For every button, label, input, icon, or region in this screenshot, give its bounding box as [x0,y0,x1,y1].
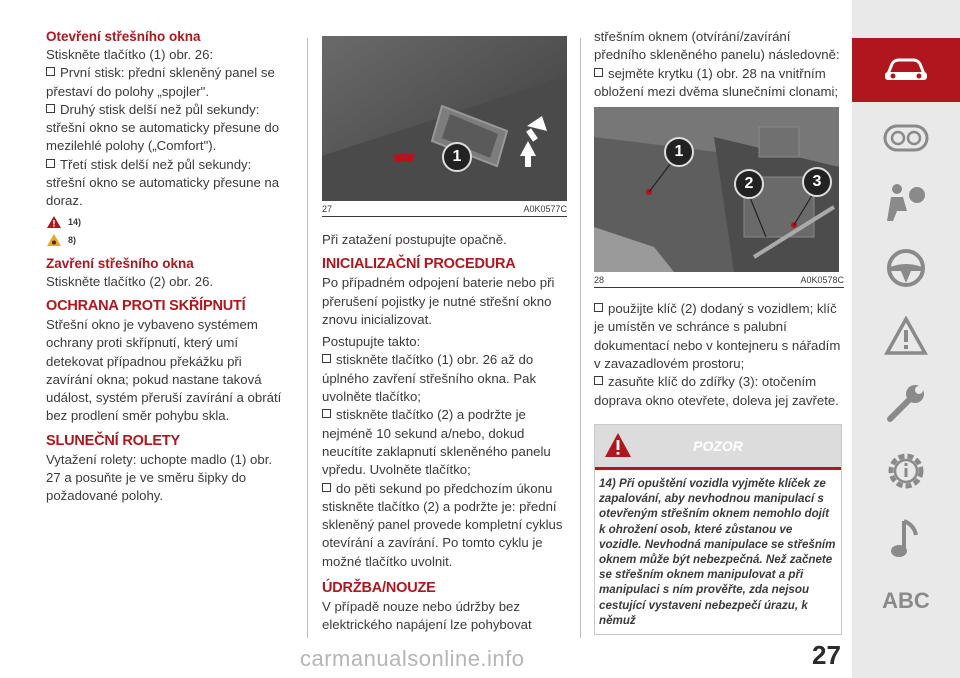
warning-title: POZOR [693,437,743,454]
para: Stiskněte tlačítko (1) obr. 26: [46,47,214,62]
figure-27-illustration [322,36,567,201]
figure-callout: 1 [442,142,472,172]
column-divider [580,38,581,638]
bullet-item: stiskněte tlačítko (2) a podržte je nejméně 10 sekund a/nebo, dokud neucítíte zaklapnutí skleněného panelu vpředu. Uvolněte tlačítko; [322,406,567,479]
music-note-icon [888,517,924,561]
warning-header [595,425,841,467]
figure-28-illustration [594,107,839,272]
figure-callout: 2 [734,169,764,199]
ref-number: 8) [68,234,77,245]
figure-28 [594,107,839,272]
bullet-item: První stisk: přední skleněný panel se přestaví do polohy „spojler". [46,64,286,101]
sidebar-item-dashboard[interactable] [852,118,960,158]
para: Postupujte takto: [322,334,421,350]
page-number: 27 [812,640,841,670]
heading-opening: Otevření střešního okna [46,29,201,44]
bullet-item: sejměte krytku (1) obr. 28 na vnitřním obložení mezi dvěma slunečními clonami; [594,65,844,102]
warning-text: Při opuštění vozidla vyjměte klíček ze zapalování, aby nevhodnou manipulací s otevřeným střešním oknem nemohlo dojít k ohrožení osob, které zůstanou ve vozidle. Nevhodná manipulace se střešním oknem může být nebezpečná. Než začnete se střešním oknem manipulovat a při manipulaci s ním prověřte, zda nejsou cestující vystaveni nebezpečí úrazu, k němuž [599,476,836,627]
sidebar-item-index[interactable]: ABC [882,588,930,613]
figure-number: 28 [594,275,605,286]
heading-closing: Zavření střešního okna [46,255,194,271]
sidebar-item-emergency[interactable] [852,312,960,360]
column-divider [307,38,308,638]
para: V případě nouze nebo údržby bez elektrického napájení lze pohybovat [322,599,532,633]
warning-ref [46,215,286,229]
sidebar-item-driving[interactable] [852,244,960,292]
warning-box [594,424,842,635]
warning-body [595,467,841,634]
figure-caption [594,275,844,288]
para: Při zatažení postupujte opačně. [322,232,507,247]
sidebar-item-safety[interactable] [852,178,960,226]
figure-callout: 1 [664,137,694,167]
car-icon [882,56,930,84]
warning-triangle-icon [884,316,928,356]
caution-ref [46,233,286,247]
bullet-item: zasuňte klíč do zdířky (3): otočením doprava okno otevřete, doleva jej zavřete. [594,373,844,410]
heading-maintenance: ÚDRŽBA/NOUZE [322,580,436,597]
para: střešním oknem (otvírání/zavírání předního skleněného panelu) následovně: [594,29,840,63]
bullet-item: Třetí stisk delší než půl sekundy: střešní okno se automaticky přesune na doraz. [46,156,286,211]
figure-code: A0K0577C [523,204,567,214]
bullet-item: stiskněte tlačítko (1) obr. 26 až do úplného zavření střešního okna. Pak uvolněte tlačítko; [322,351,567,406]
figure-callout: 3 [802,167,832,197]
dashboard-icon [883,124,929,152]
para: Stiskněte tlačítko (2) obr. 26. [46,273,214,289]
column-2 [322,36,567,635]
steering-wheel-icon [885,247,927,289]
bullet-item: do pěti sekund po předchozím úkonu stiskněte tlačítko (2) a podržte je: přední skleněný panel provede kompletní cyklus otevírání a zavírání. Po tomto cyklu je možné tlačítko uvolnit. [322,480,567,571]
airbag-person-icon [883,181,929,223]
gear-info-icon [884,449,928,493]
figure-caption [322,204,567,217]
warning-red-icon [46,215,62,229]
heading-init: INICIALIZAČNÍ PROCEDURA [322,256,516,273]
wrench-icon [884,381,928,425]
para: Po případném odpojení baterie nebo při přerušení pojistky je nutné střešní okno znovu inicializovat. [322,275,555,327]
chapter-sidebar [852,0,960,678]
heading-anti-pinch: OCHRANA PROTI SKŘÍPNUTÍ [46,297,246,314]
sidebar-item-maintenance[interactable] [852,378,960,428]
figure-27 [322,36,567,201]
para: Vytažení rolety: uchopte madlo (1) obr. 27 a posuňte je ve směru šipky do požadované polohy. [46,451,273,504]
para: Střešní okno je vybaveno systémem ochrany proti skřípnutí, který umí detekovat případnou překážku při zavírání okna; pokud nastane taková událost, systém přeruší zavírání a obrátí bez prodlení směr pohybu skla. [46,316,282,424]
figure-code: A0K0578C [800,275,844,286]
sidebar-item-car[interactable] [852,38,960,102]
heading-sun-blinds: SLUNEČNÍ ROLETY [46,432,180,449]
figure-number: 27 [322,204,333,214]
caution-yellow-icon [46,233,62,247]
warning-number: 14) [599,476,616,490]
warning-triangle-icon [603,431,633,459]
column-3 [594,28,844,635]
watermark: carmanualsonline.info [300,646,525,671]
sidebar-item-specs[interactable] [852,446,960,496]
bullet-item: použijte klíč (2) dodaný s vozidlem; klíč je umístěn ve schránce s palubní dokumentací nebo v kontejneru s nářadím v zavazadlovém prostoru; [594,300,844,373]
bullet-item: Druhý stisk delší než půl sekundy: střešní okno se automaticky přesune do mezilehlé polohy („Comfort"). [46,101,286,156]
column-1 [46,28,286,506]
ref-number: 14) [68,216,82,227]
sidebar-item-multimedia[interactable] [852,514,960,564]
